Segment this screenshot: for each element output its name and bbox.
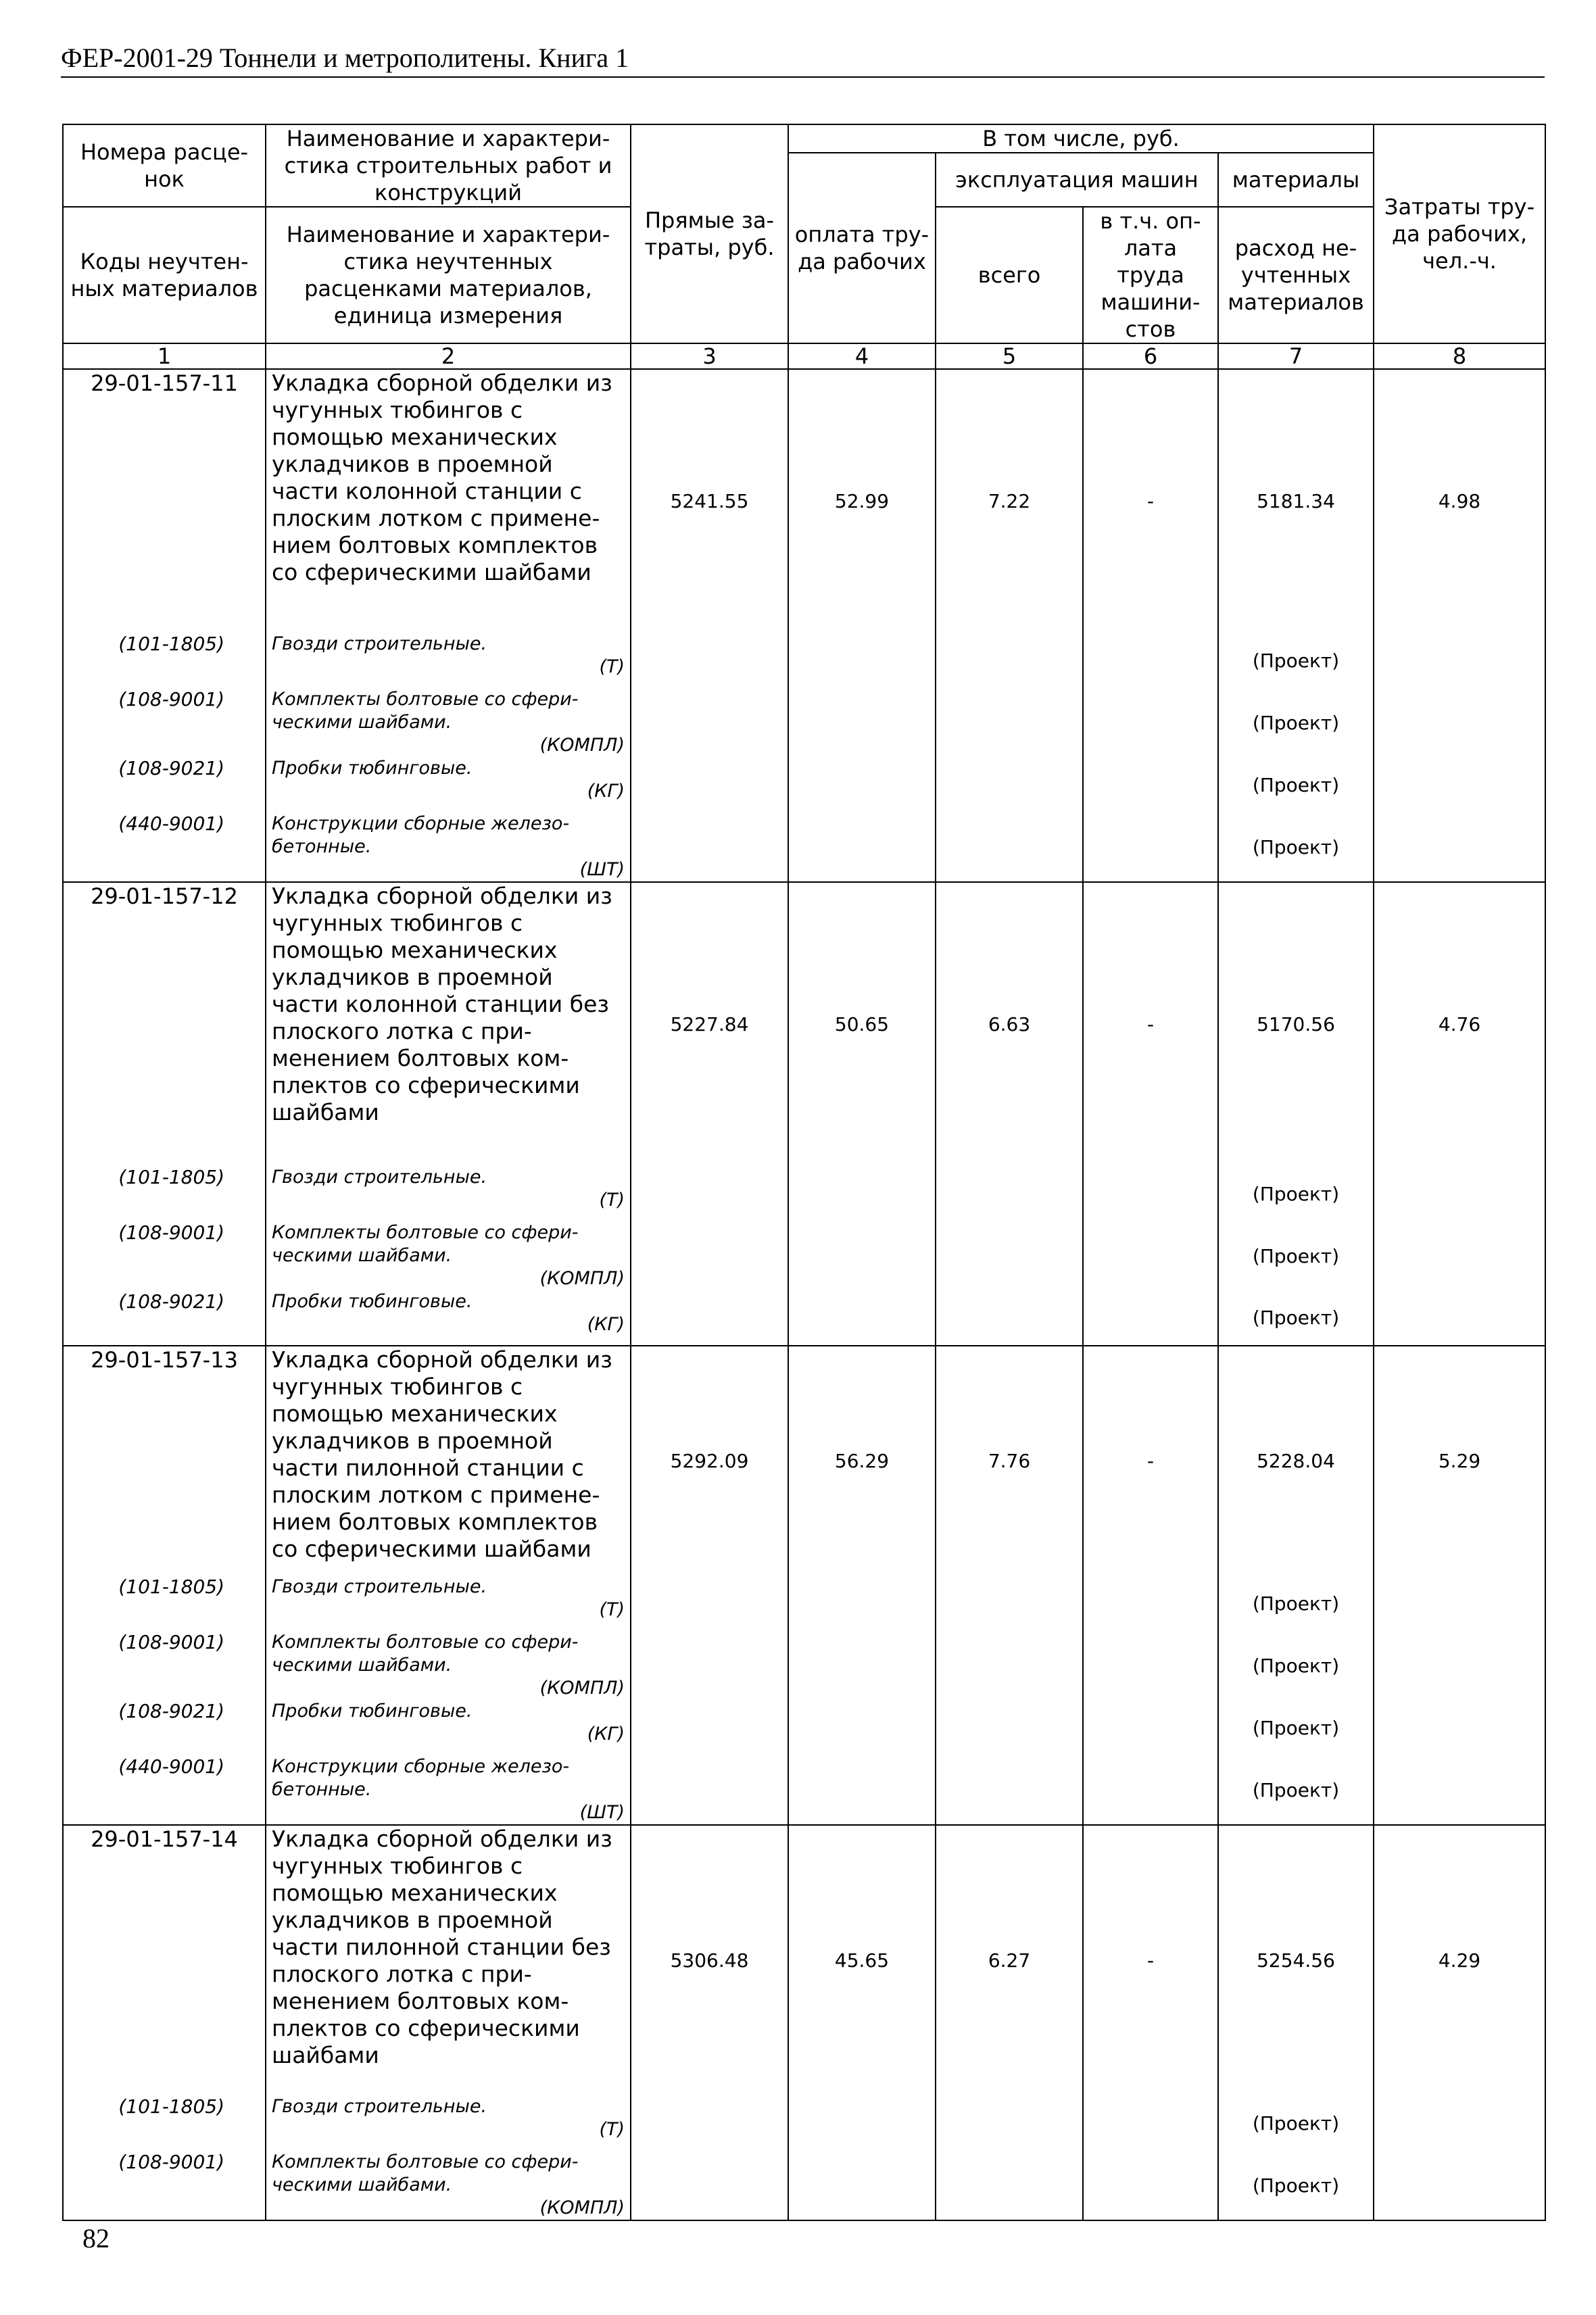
material-description (266, 1576, 631, 1631)
page-number: 82 (82, 2223, 110, 2253)
material-row (63, 2095, 1545, 2151)
work-description: Укладка сборной обделки из чугунных тюбингов с помощью механических укладчиков в проемной части пилонной станции без плоского лотка с при-менением болтовых ком-плектов со сферическими шайбами (266, 1825, 631, 2095)
material-unit: (КОМПЛ) (539, 1268, 625, 1289)
material-description (266, 2151, 631, 2220)
material-unit: (КОМПЛ) (539, 735, 625, 756)
column-numbers-row (63, 343, 1545, 369)
empty-cell (1083, 2095, 1218, 2151)
header-material-codes: Коды неучтен-ных материалов (63, 207, 266, 343)
rate-row (63, 369, 1545, 633)
empty-cell (631, 1576, 788, 1631)
material-name: Конструкции сборные железо-бетонные. (272, 1756, 570, 1800)
material-unit: (КГ) (587, 781, 625, 802)
material-code: (108-9021) (63, 1290, 266, 1346)
machinist-pay: - (1083, 882, 1218, 1166)
empty-cell (631, 1631, 788, 1700)
material-name: Конструкции сборные железо-бетонные. (272, 813, 570, 857)
empty-cell (1083, 1700, 1218, 1755)
header-worker-pay: оплата тру-да рабочих (788, 153, 936, 343)
rate-row (63, 882, 1545, 1166)
worker-pay: 52.99 (788, 369, 936, 633)
header-materials: материалы (1218, 153, 1374, 207)
material-description (266, 1631, 631, 1700)
material-row (63, 1576, 1545, 1631)
empty-cell (1374, 757, 1545, 812)
column-number: 4 (788, 343, 936, 369)
empty-cell (1083, 757, 1218, 812)
header-direct-costs: Прямые за-траты, руб. (631, 124, 788, 343)
material-name: Гвозди строительные. (272, 633, 487, 654)
empty-cell (788, 2095, 936, 2151)
material-note: (Проект) (1218, 757, 1374, 812)
material-name: Комплекты болтовые со сфери-ческими шайбами. (272, 1632, 579, 1676)
empty-cell (1374, 1290, 1545, 1346)
material-name: Гвозди строительные. (272, 1167, 487, 1188)
material-code: (108-9021) (63, 757, 266, 812)
material-unit: (КОМПЛ) (539, 1678, 625, 1699)
material-row (63, 1700, 1545, 1755)
direct-costs: 5292.09 (631, 1346, 788, 1576)
material-name: Пробки тюбинговые. (272, 1291, 473, 1312)
empty-cell (788, 1221, 936, 1290)
material-name: Пробки тюбинговые. (272, 1701, 473, 1722)
material-description (266, 1290, 631, 1346)
empty-cell (1083, 1576, 1218, 1631)
empty-cell (936, 1700, 1083, 1755)
table-body (63, 369, 1545, 2220)
empty-cell (788, 1576, 936, 1631)
material-description (266, 2095, 631, 2151)
material-description (266, 1700, 631, 1755)
materials-cost: 5228.04 (1218, 1346, 1374, 1576)
empty-cell (788, 1631, 936, 1700)
rate-row (63, 1346, 1545, 1576)
material-unit: (ШТ) (579, 1802, 625, 1823)
material-code: (440-9001) (63, 1755, 266, 1825)
material-description (266, 633, 631, 688)
material-description (266, 757, 631, 812)
material-description (266, 812, 631, 882)
empty-cell (631, 2151, 788, 2220)
material-name: Пробки тюбинговые. (272, 758, 473, 779)
material-unit: (Т) (599, 2119, 625, 2140)
material-row (63, 688, 1545, 757)
material-code: (101-1805) (63, 2095, 266, 2151)
material-row (63, 1166, 1545, 1221)
material-unit: (ШТ) (579, 859, 625, 880)
material-row (63, 1221, 1545, 1290)
empty-cell (631, 1221, 788, 1290)
empty-cell (1374, 1576, 1545, 1631)
empty-cell (631, 633, 788, 688)
empty-cell (1083, 688, 1218, 757)
empty-cell (1374, 812, 1545, 882)
material-row (63, 812, 1545, 882)
empty-cell (936, 633, 1083, 688)
material-row (63, 1755, 1545, 1825)
empty-cell (1083, 633, 1218, 688)
header-unaccounted-materials: расход не-учтенных материалов (1218, 207, 1374, 343)
labor-hours: 5.29 (1374, 1346, 1545, 1576)
material-name: Комплекты болтовые со сфери-ческими шайбами. (272, 2151, 579, 2195)
header-machine-operation: эксплуатация машин (936, 153, 1218, 207)
empty-cell (1083, 1631, 1218, 1700)
empty-cell (1374, 1166, 1545, 1221)
machine-total: 6.63 (936, 882, 1083, 1166)
worker-pay: 50.65 (788, 882, 936, 1166)
material-note: (Проект) (1218, 1166, 1374, 1221)
empty-cell (788, 812, 936, 882)
work-description: Укладка сборной обделки из чугунных тюбингов с помощью механических укладчиков в проемной части колонной станции без плоского лотка с при-менением болтовых ком-плектов со сферическими шайбами (266, 882, 631, 1166)
material-description (266, 1166, 631, 1221)
material-code: (440-9001) (63, 812, 266, 882)
empty-cell (788, 1290, 936, 1346)
empty-cell (936, 1631, 1083, 1700)
material-unit: (КГ) (587, 1724, 625, 1745)
rate-code: 29-01-157-14 (63, 1825, 266, 2095)
direct-costs: 5241.55 (631, 369, 788, 633)
material-name: Гвозди строительные. (272, 1576, 487, 1597)
direct-costs: 5306.48 (631, 1825, 788, 2095)
empty-cell (936, 2095, 1083, 2151)
material-note: (Проект) (1218, 812, 1374, 882)
labor-hours: 4.76 (1374, 882, 1545, 1166)
header-material-name: Наименование и характери-стика неучтенных расценками материалов, единица измерения (266, 207, 631, 343)
material-note: (Проект) (1218, 1290, 1374, 1346)
empty-cell (1083, 1755, 1218, 1825)
empty-cell (631, 1290, 788, 1346)
work-description: Укладка сборной обделки из чугунных тюбингов с помощью механических укладчиков в проемной части пилонной станции с плоским лотком с примене-нием болтовых комплектов со сферическими шайбами (266, 1346, 631, 1576)
empty-cell (631, 688, 788, 757)
worker-pay: 56.29 (788, 1346, 936, 1576)
empty-cell (1374, 688, 1545, 757)
column-number: 2 (266, 343, 631, 369)
material-unit: (Т) (599, 656, 625, 677)
header-work-name: Наименование и характери-стика строительных работ и конструкций (266, 124, 631, 207)
material-note: (Проект) (1218, 2151, 1374, 2220)
material-note: (Проект) (1218, 688, 1374, 757)
machinist-pay: - (1083, 1825, 1218, 2095)
empty-cell (936, 1755, 1083, 1825)
empty-cell (788, 1166, 936, 1221)
empty-cell (936, 812, 1083, 882)
material-name: Комплекты болтовые со сфери-ческими шайбами. (272, 1222, 579, 1266)
material-unit: (КГ) (587, 1314, 625, 1335)
rate-row (63, 1825, 1545, 2095)
empty-cell (631, 1755, 788, 1825)
machinist-pay: - (1083, 1346, 1218, 1576)
empty-cell (1374, 1221, 1545, 1290)
table-header (63, 124, 1545, 369)
empty-cell (1374, 2095, 1545, 2151)
direct-costs: 5227.84 (631, 882, 788, 1166)
material-note: (Проект) (1218, 1221, 1374, 1290)
column-number: 8 (1374, 343, 1545, 369)
material-code: (101-1805) (63, 1576, 266, 1631)
materials-cost: 5181.34 (1218, 369, 1374, 633)
empty-cell (1083, 812, 1218, 882)
machine-total: 6.27 (936, 1825, 1083, 2095)
header-labor-hours: Затраты тру-да рабочих, чел.-ч. (1374, 124, 1545, 343)
machinist-pay: - (1083, 369, 1218, 633)
empty-cell (631, 2095, 788, 2151)
empty-cell (1083, 1221, 1218, 1290)
material-name: Гвозди строительные. (272, 2096, 487, 2117)
empty-cell (1374, 633, 1545, 688)
empty-cell (631, 1700, 788, 1755)
material-code: (108-9001) (63, 1631, 266, 1700)
material-code: (108-9001) (63, 688, 266, 757)
empty-cell (788, 1755, 936, 1825)
materials-cost: 5170.56 (1218, 882, 1374, 1166)
header-machinist-pay: в т.ч. оп-лата труда машини-стов (1083, 207, 1218, 343)
material-unit: (Т) (599, 1190, 625, 1211)
column-number: 7 (1218, 343, 1374, 369)
empty-cell (788, 2151, 936, 2220)
rates-table (62, 124, 1546, 2221)
material-unit: (Т) (599, 1599, 625, 1620)
empty-cell (936, 688, 1083, 757)
column-number: 6 (1083, 343, 1218, 369)
empty-cell (788, 1700, 936, 1755)
worker-pay: 45.65 (788, 1825, 936, 2095)
header-machine-total: всего (936, 207, 1083, 343)
work-description: Укладка сборной обделки из чугунных тюбингов с помощью механических укладчиков в проемной части колонной станции с плоским лотком с примене-нием болтовых комплектов со сферическими шайбами (266, 369, 631, 633)
column-number: 3 (631, 343, 788, 369)
machine-total: 7.76 (936, 1346, 1083, 1576)
rate-code: 29-01-157-13 (63, 1346, 266, 1576)
header-including: В том числе, руб. (788, 124, 1374, 153)
material-code: (101-1805) (63, 633, 266, 688)
column-number: 5 (936, 343, 1083, 369)
material-row (63, 1631, 1545, 1700)
material-note: (Проект) (1218, 1631, 1374, 1700)
column-number: 1 (63, 343, 266, 369)
material-description (266, 688, 631, 757)
material-note: (Проект) (1218, 1700, 1374, 1755)
empty-cell (1374, 1755, 1545, 1825)
material-row (63, 1290, 1545, 1346)
empty-cell (936, 1576, 1083, 1631)
rate-code: 29-01-157-11 (63, 369, 266, 633)
empty-cell (788, 688, 936, 757)
material-row (63, 633, 1545, 688)
material-code: (108-9021) (63, 1700, 266, 1755)
material-note: (Проект) (1218, 2095, 1374, 2151)
material-note: (Проект) (1218, 1755, 1374, 1825)
empty-cell (631, 757, 788, 812)
labor-hours: 4.29 (1374, 1825, 1545, 2095)
material-description (266, 1221, 631, 1290)
material-code: (101-1805) (63, 1166, 266, 1221)
material-row (63, 2151, 1545, 2220)
machine-total: 7.22 (936, 369, 1083, 633)
header-rate-numbers: Номера расце-нок (63, 124, 266, 207)
empty-cell (1083, 2151, 1218, 2220)
empty-cell (631, 1166, 788, 1221)
material-name: Комплекты болтовые со сфери-ческими шайбами. (272, 689, 579, 733)
running-header: ФЕР-2001-29 Тоннели и метрополитены. Книга 1 (61, 42, 1545, 78)
empty-cell (631, 812, 788, 882)
empty-cell (1374, 1700, 1545, 1755)
empty-cell (1374, 1631, 1545, 1700)
materials-cost: 5254.56 (1218, 1825, 1374, 2095)
empty-cell (788, 633, 936, 688)
empty-cell (1083, 1290, 1218, 1346)
empty-cell (936, 2151, 1083, 2220)
labor-hours: 4.98 (1374, 369, 1545, 633)
material-code: (108-9001) (63, 1221, 266, 1290)
empty-cell (936, 1166, 1083, 1221)
material-code: (108-9001) (63, 2151, 266, 2220)
empty-cell (1083, 1166, 1218, 1221)
empty-cell (936, 1290, 1083, 1346)
empty-cell (936, 1221, 1083, 1290)
empty-cell (1374, 2151, 1545, 2220)
material-row (63, 757, 1545, 812)
material-unit: (КОМПЛ) (539, 2197, 625, 2218)
material-note: (Проект) (1218, 1576, 1374, 1631)
material-note: (Проект) (1218, 633, 1374, 688)
rate-code: 29-01-157-12 (63, 882, 266, 1166)
empty-cell (936, 757, 1083, 812)
empty-cell (788, 757, 936, 812)
material-description (266, 1755, 631, 1825)
